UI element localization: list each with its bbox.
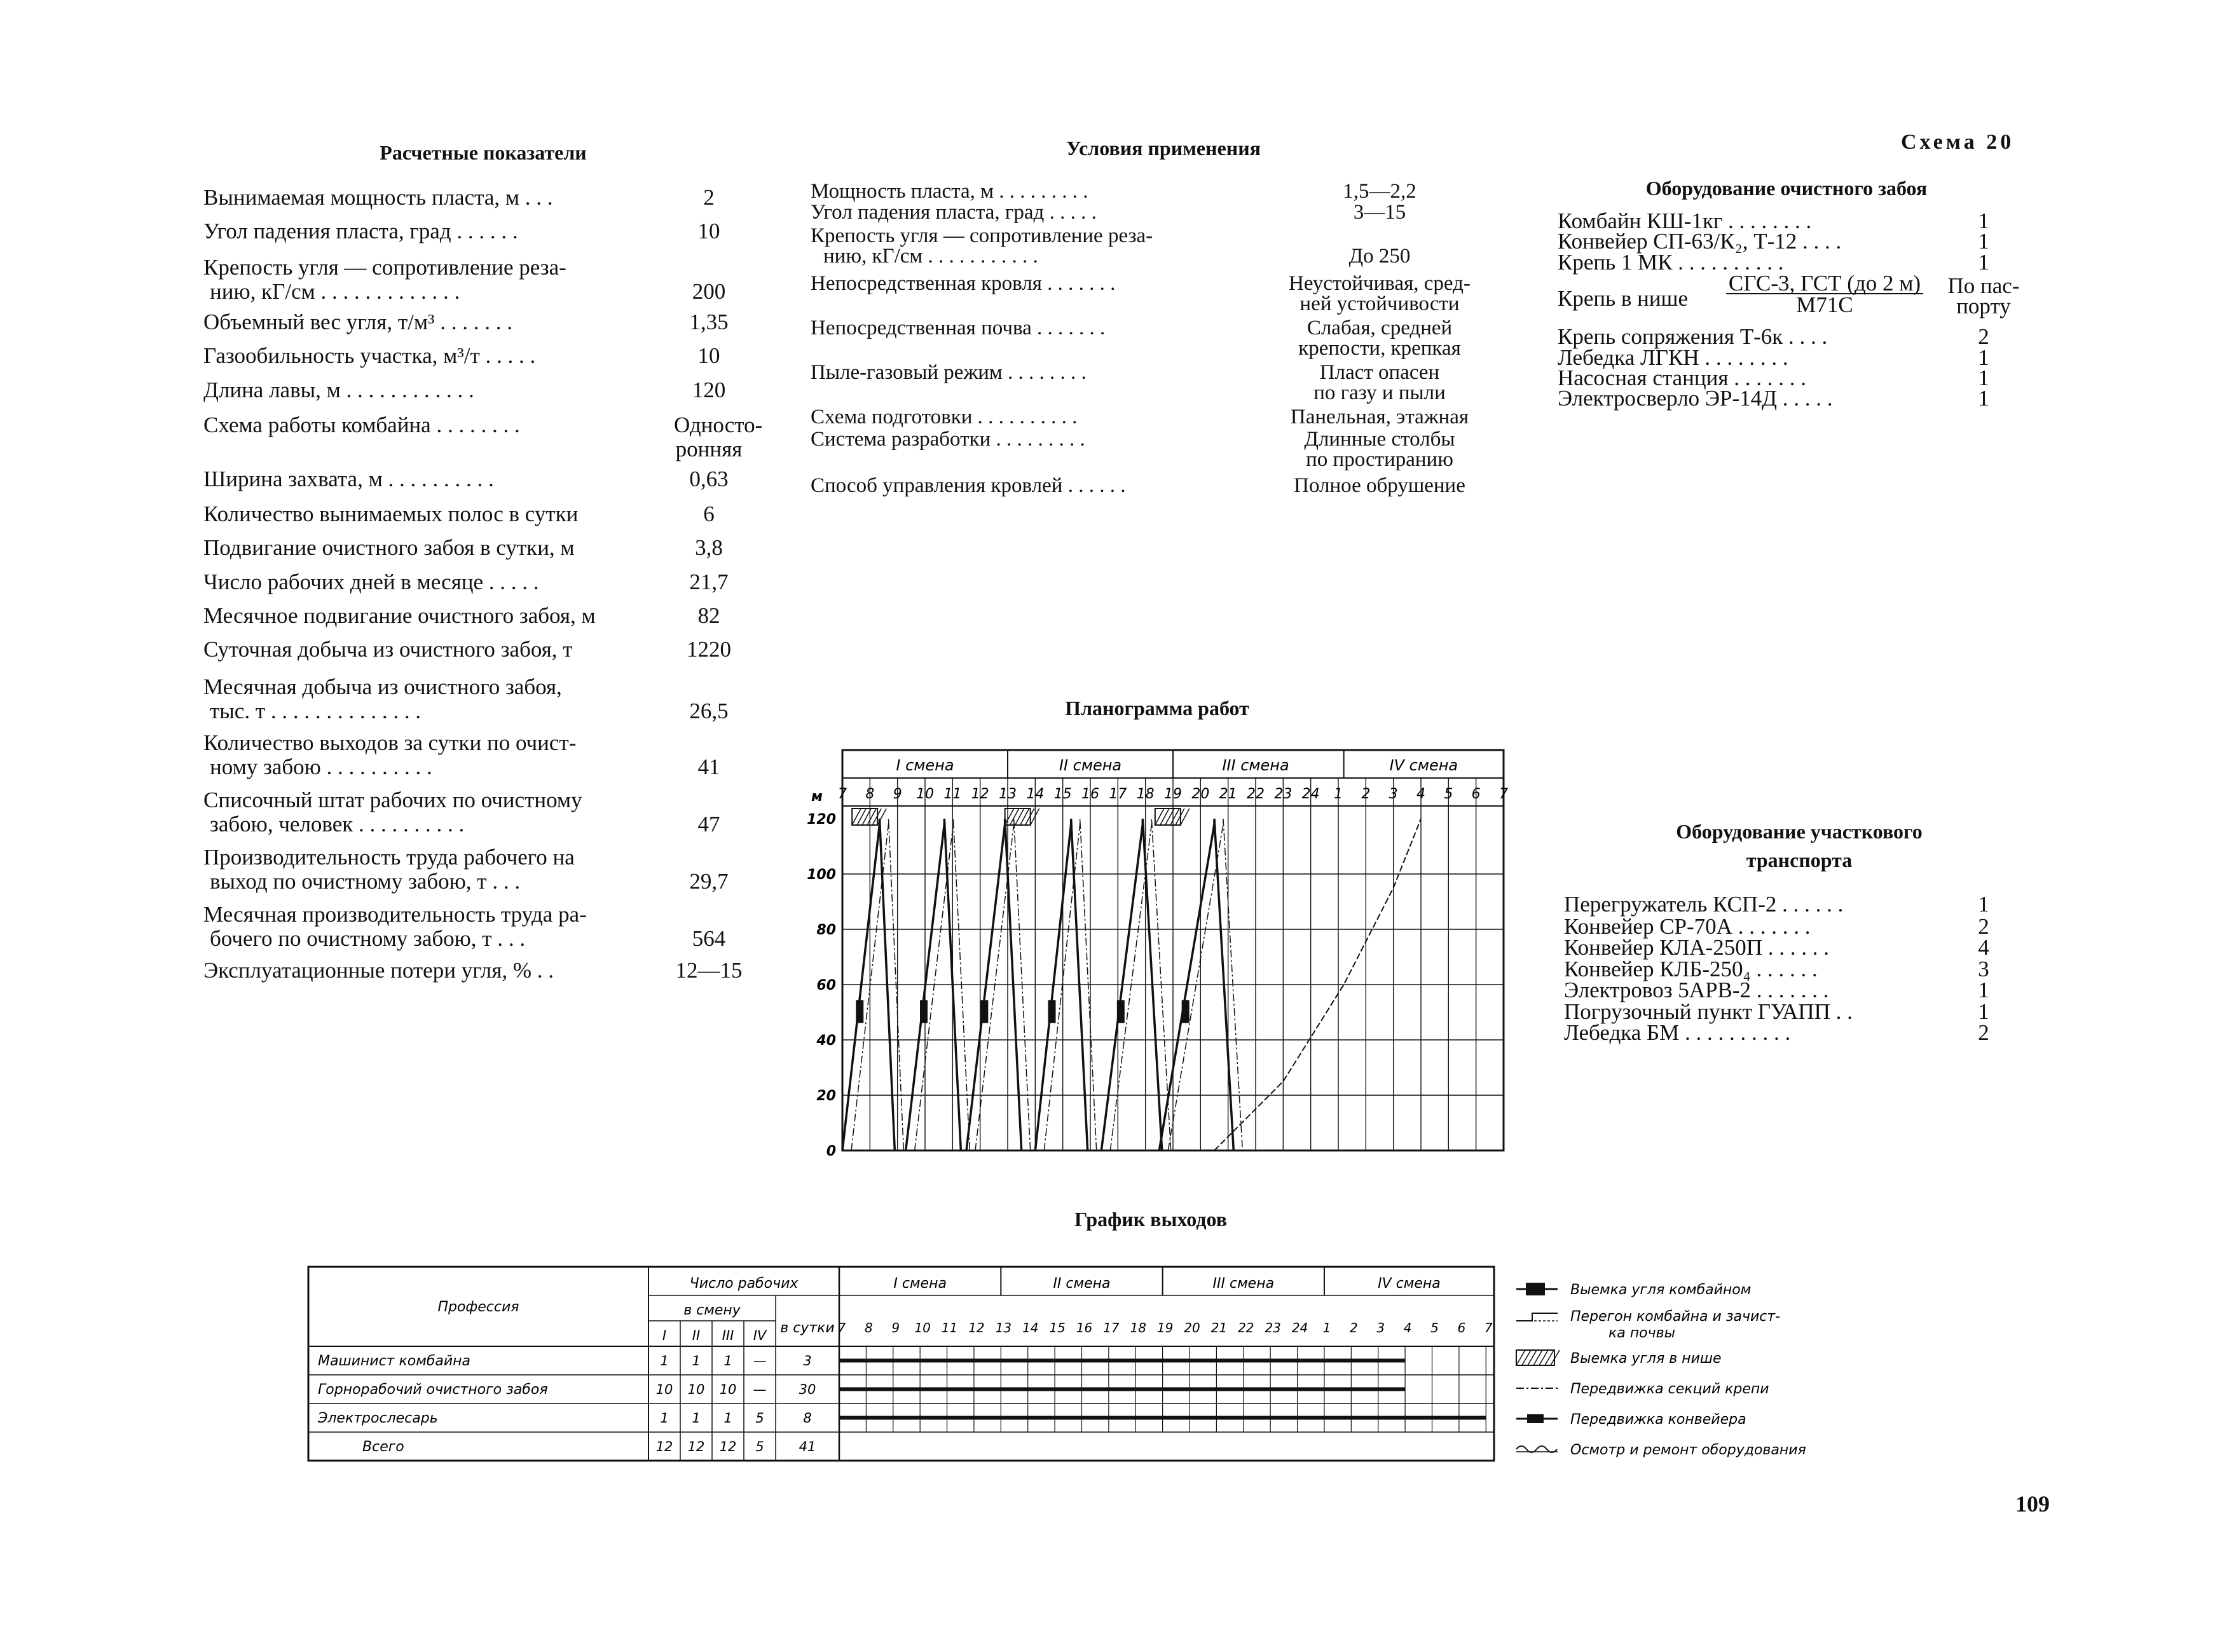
row-count: 12	[687, 1439, 705, 1454]
calc-row	[203, 413, 763, 464]
calc-label-2: тыс. т . . . . . . . . . . . . . .	[210, 699, 422, 723]
y-tick: 100	[807, 867, 836, 883]
att-hour-tick: 17	[1103, 1320, 1120, 1335]
per-day-header: в сутки	[780, 1320, 835, 1336]
hour-tick: 15	[1053, 786, 1072, 802]
condition-label: Пыле-газовый режим . . . . . . . .	[811, 361, 1087, 384]
calc-label: Количество выходов за сутки по очист-	[203, 730, 577, 755]
legend-text: Осмотр и ремонт оборудования	[1570, 1442, 1806, 1458]
hour-tick: 8	[865, 786, 875, 802]
att-shift-label: IV смена	[1378, 1276, 1441, 1292]
calc-value: 200	[692, 279, 726, 304]
condition-value-2: ней устойчивости	[1300, 292, 1460, 315]
row-profession: Электрослесарь	[318, 1410, 438, 1426]
transport-value: 2	[1978, 914, 1989, 939]
calc-value-2: ронняя	[675, 437, 743, 461]
transport-label: Лебедка БМ . . . . . . . . . .	[1564, 1020, 1791, 1045]
row-count: 1	[692, 1410, 701, 1426]
calc-label: Месячное подвигание очистного забоя, м	[203, 603, 596, 628]
att-shift-label: II смена	[1053, 1276, 1111, 1292]
calc-label: Вынимаемая мощность пласта, м . . .	[203, 185, 553, 210]
att-hour-tick: 9	[891, 1320, 900, 1335]
calc-label: Угол падения пласта, град . . . . . .	[203, 219, 518, 243]
row-count: 10	[687, 1382, 705, 1397]
hour-tick: 3	[1389, 786, 1398, 802]
condition-label: Угол падения пласта, град . . . . .	[811, 201, 1097, 224]
transport-value: 1	[1978, 892, 1989, 917]
equipment-title: Оборудование очистного забоя	[1645, 177, 1928, 200]
y-tick: 20	[816, 1088, 836, 1104]
att-hour-tick: 24	[1291, 1320, 1308, 1335]
equipment-label: Конвейер СП-63/К₂, Т-12 . . . .	[1558, 229, 1842, 254]
condition-row	[811, 273, 1497, 318]
hour-tick: 7	[1499, 786, 1508, 802]
shift-label: IV смена	[1389, 756, 1458, 774]
condition-value-2: крепости, крепкая	[1298, 337, 1461, 360]
calc-label: Месячная производительность труда ра-	[203, 902, 587, 927]
transport-label: Перегружатель КСП-2 . . . . . .	[1564, 892, 1844, 917]
shift-roman: III	[722, 1328, 734, 1343]
calc-value: 1220	[687, 637, 731, 662]
condition-value: Длинные столбы	[1304, 428, 1455, 451]
row-count: 1	[692, 1353, 701, 1369]
page-number: 109	[2015, 1491, 2050, 1517]
calc-label: Схема работы комбайна . . . . . . . .	[203, 413, 520, 437]
equipment-label: Комбайн КШ-1кг . . . . . . . .	[1558, 208, 1812, 233]
calc-value: 1,35	[689, 310, 729, 334]
row-count: 1	[660, 1410, 669, 1426]
row-count: 10	[719, 1382, 737, 1397]
calc-title: Расчетные показатели	[380, 141, 587, 164]
calc-value: 6	[703, 502, 715, 526]
hour-tick: 5	[1444, 786, 1453, 802]
att-hour-tick: 22	[1238, 1320, 1254, 1335]
att-hour-tick: 12	[968, 1320, 985, 1335]
att-hour-tick: 10	[914, 1320, 931, 1335]
calc-label: Списочный штат рабочих по очистному	[203, 788, 582, 812]
equipment-fraction-den: М71С	[1796, 292, 1853, 317]
y-axis-label: м	[811, 789, 823, 805]
hour-tick: 6	[1471, 786, 1481, 802]
equipment-value: 2	[1978, 324, 1989, 349]
calc-label: Подвигание очистного забоя в сутки, м	[203, 535, 575, 560]
calc-row	[203, 903, 750, 953]
shift-roman: I	[662, 1328, 667, 1343]
att-hour-tick: 23	[1265, 1320, 1281, 1335]
legend-text: Передвижка секций крепи	[1570, 1381, 1769, 1397]
niche-hatch	[1020, 809, 1029, 825]
conveyor-marker	[980, 1000, 988, 1023]
calc-value: 0,63	[689, 467, 729, 491]
equipment-value: 1	[1978, 386, 1989, 411]
hour-tick: 11	[943, 786, 962, 802]
condition-row	[811, 475, 1497, 520]
calc-value: 21,7	[689, 570, 729, 594]
att-shift-label: III смена	[1212, 1276, 1275, 1292]
row-count: —	[753, 1382, 767, 1397]
condition-value-2: До 250	[1348, 245, 1411, 268]
row-profession: Машинист комбайна	[318, 1353, 471, 1369]
y-tick: 40	[816, 1033, 836, 1049]
hour-tick: 19	[1164, 786, 1182, 802]
niche-hatch	[1015, 809, 1024, 825]
calc-value: 10	[697, 343, 720, 368]
calc-value: 47	[697, 812, 720, 836]
transport-label: Электровоз 5АРВ-2 . . . . . . .	[1564, 978, 1829, 1002]
equipment-label: Крепь в нише	[1558, 286, 1689, 311]
att-hour-tick: 4	[1403, 1320, 1412, 1335]
attendance-table	[305, 1264, 1500, 1467]
conveyor-marker	[1182, 1000, 1190, 1023]
transport-value: 3	[1978, 957, 1989, 981]
shift-roman: IV	[753, 1328, 767, 1343]
calc-label: Газообильность участка, м³/т . . . . .	[203, 343, 536, 368]
equipment-value: По пас-	[1947, 273, 2020, 298]
row-count: 12	[655, 1439, 673, 1454]
att-hour-tick: 14	[1022, 1320, 1039, 1335]
att-hour-tick: 21	[1210, 1320, 1228, 1335]
equipment-value: 1	[1978, 250, 1989, 275]
repair-icon	[1516, 1446, 1558, 1452]
equipment-value-2: порту	[1956, 294, 2011, 318]
conveyor-marker	[1048, 1000, 1056, 1023]
hour-tick: 14	[1026, 786, 1045, 802]
niche-hatch	[867, 809, 876, 825]
calc-value: 29,7	[689, 869, 729, 894]
equipment-label: Насосная станция . . . . . . .	[1558, 365, 1806, 390]
att-hour-tick: 19	[1156, 1320, 1174, 1335]
hour-tick: 12	[971, 786, 989, 802]
condition-label: Крепость угля — сопротивление реза-	[811, 224, 1153, 247]
calc-label: Суточная добыча из очистного забоя, т	[203, 637, 573, 662]
calc-row	[203, 788, 750, 839]
scheme-label: Схема 20	[1901, 130, 2015, 154]
row-count: 5	[755, 1410, 764, 1426]
hour-tick: 17	[1109, 786, 1127, 802]
condition-label: Мощность пласта, м . . . . . . . . .	[811, 180, 1088, 203]
legend-text-2: ка почвы	[1608, 1325, 1675, 1341]
condition-row	[811, 226, 1497, 270]
y-tick: 80	[816, 922, 836, 938]
niche-hatch	[852, 809, 861, 825]
legend	[1513, 1264, 1869, 1467]
att-hour-tick: 15	[1049, 1320, 1066, 1335]
row-count: 1	[723, 1353, 732, 1369]
shift-label: I смена	[896, 756, 954, 774]
niche-hatch	[1176, 809, 1184, 825]
calc-label: Месячная добыча из очистного забоя,	[203, 674, 562, 699]
calc-label: Производительность труда рабочего на	[203, 845, 575, 870]
row-profession: Горнорабочий очистного забоя	[318, 1382, 548, 1398]
shift-label: II смена	[1059, 756, 1122, 774]
hour-tick: 20	[1191, 786, 1210, 802]
planogram-chart	[788, 744, 1519, 1163]
condition-value: Полное обрушение	[1294, 474, 1465, 497]
calc-label-2: нию, кГ/см . . . . . . . . . . . . .	[210, 279, 460, 304]
row-count: 5	[755, 1439, 764, 1454]
conveyor-icon	[1516, 1414, 1558, 1423]
calc-label-2: бочего по очистному забою, т . . .	[210, 926, 526, 951]
y-tick: 60	[816, 978, 836, 993]
niche-hatch	[1160, 809, 1169, 825]
row-count: 1	[723, 1410, 732, 1426]
niche-hatch	[1025, 809, 1034, 825]
row-count: —	[753, 1353, 767, 1369]
calc-value: 26,5	[689, 699, 729, 723]
hour-tick: 24	[1301, 786, 1320, 802]
hour-tick: 22	[1247, 786, 1265, 802]
calc-label: Длина лавы, м . . . . . . . . . . . .	[203, 378, 474, 402]
transport-row	[1564, 892, 2047, 917]
att-hour-tick: 20	[1184, 1320, 1200, 1335]
conditions-title: Условия применения	[1066, 137, 1261, 160]
per-shift-header: в смену	[683, 1302, 741, 1318]
transport-title-2: транспорта	[1746, 849, 1853, 871]
att-hour-tick: 13	[995, 1320, 1012, 1335]
att-hour-tick: 6	[1457, 1320, 1466, 1335]
profession-header: Профессия	[437, 1299, 519, 1315]
row-profession: Всего	[362, 1439, 404, 1455]
combine-icon	[1516, 1283, 1558, 1295]
calc-label: Эксплуатационные потери угля, % . .	[203, 958, 554, 983]
workers-header: Число рабочих	[689, 1276, 799, 1292]
condition-label-2: нию, кГ/см . . . . . . . . . . .	[823, 245, 1038, 268]
equipment-row	[1558, 271, 2041, 327]
calc-label: Объемный вес угля, т/м³ . . . . . . .	[203, 310, 513, 334]
calc-value: 2	[703, 185, 715, 210]
row-count: 10	[655, 1382, 673, 1397]
legend-text: Перегон комбайна и зачист-	[1570, 1309, 1781, 1325]
shift-roman: II	[692, 1328, 701, 1343]
equipment-value: 1	[1978, 229, 1989, 254]
hour-tick: 13	[999, 786, 1017, 802]
niche-hatch	[1181, 809, 1190, 825]
row-count: 8	[803, 1410, 812, 1426]
row-count: 12	[719, 1439, 737, 1454]
condition-value: Пласт опасен	[1319, 361, 1440, 384]
calc-value: 3,8	[695, 535, 723, 560]
att-hour-tick: 7	[837, 1320, 846, 1335]
row-count: 30	[799, 1382, 816, 1397]
att-hour-tick: 16	[1076, 1320, 1093, 1335]
calc-label: Ширина захвата, м . . . . . . . . . .	[203, 467, 494, 491]
equipment-value: 1	[1978, 345, 1989, 370]
condition-label: Непосредственная кровля . . . . . . .	[811, 272, 1116, 295]
hour-tick: 4	[1416, 786, 1425, 802]
transport-value: 4	[1978, 935, 1989, 960]
condition-label: Способ управления кровлей . . . . . .	[811, 474, 1126, 497]
calc-label: Крепость угля — сопротивление реза-	[203, 255, 566, 280]
att-hour-tick: 18	[1130, 1320, 1146, 1335]
calc-row	[203, 845, 750, 896]
calc-label-2: выход по очистному забою, т . . .	[210, 869, 521, 894]
row-count: 41	[799, 1439, 816, 1454]
calc-value: 10	[697, 219, 720, 243]
calc-label-2: ному забою . . . . . . . . . .	[210, 754, 432, 779]
equipment-label: Электросверло ЭР-14Д . . . . .	[1558, 386, 1833, 411]
condition-row	[811, 362, 1497, 407]
condition-row	[811, 429, 1497, 474]
transport-label: Конвейер КЛБ-250₄ . . . . . .	[1564, 957, 1818, 981]
calc-value: Односто-	[674, 413, 763, 437]
hour-tick: 10	[916, 786, 934, 802]
niche-hatch	[1155, 809, 1164, 825]
condition-value: Неустойчивая, сред-	[1289, 272, 1471, 295]
shift-label: III смена	[1222, 756, 1289, 774]
calc-label-2: забою, человек . . . . . . . . . .	[210, 812, 465, 836]
planogram-title: Планограмма работ	[1065, 697, 1249, 720]
equipment-label: Лебедка ЛГКН . . . . . . . .	[1558, 345, 1788, 370]
calc-row	[203, 256, 750, 306]
calc-row	[203, 675, 750, 726]
condition-value: 3—15	[1353, 201, 1406, 224]
calc-row	[203, 731, 750, 782]
calc-value: 41	[697, 754, 720, 779]
transport-value: 1	[1978, 978, 1989, 1002]
calc-label: Количество вынимаемых полос в сутки	[203, 502, 579, 526]
niche-hatch	[1170, 809, 1179, 825]
transport-value: 1	[1978, 999, 1989, 1024]
att-hour-tick: 5	[1430, 1320, 1439, 1335]
calc-value: 82	[697, 603, 720, 628]
niche-hatch	[1005, 809, 1014, 825]
att-hour-tick: 2	[1349, 1320, 1358, 1335]
condition-value-2: по простиранию	[1306, 448, 1453, 471]
calc-value: 120	[692, 378, 726, 402]
equipment-value: 1	[1978, 365, 1989, 390]
niche-hatch	[857, 809, 866, 825]
hour-tick: 1	[1334, 786, 1343, 802]
condition-value: Панельная, этажная	[1290, 406, 1469, 428]
attendance-title: График выходов	[1074, 1208, 1227, 1231]
condition-label: Схема подготовки . . . . . . . . . .	[811, 406, 1078, 428]
legend-text: Передвижка конвейера	[1570, 1412, 1746, 1428]
transport-label: Конвейер КЛА-250П . . . . . .	[1564, 935, 1829, 960]
calc-label: Число рабочих дней в месяце . . . . .	[203, 570, 539, 594]
transport-label: Конвейер СР-70А . . . . . . .	[1564, 914, 1811, 939]
condition-value-2: по газу и пыли	[1313, 381, 1446, 404]
conveyor-marker	[856, 1000, 863, 1023]
hour-tick: 21	[1219, 786, 1237, 802]
equipment-label: Крепь сопряжения Т-6к . . . .	[1558, 324, 1828, 349]
equipment-label: Крепь 1 МК . . . . . . . . . .	[1558, 250, 1784, 275]
calc-value: 564	[692, 926, 726, 951]
att-hour-tick: 1	[1322, 1320, 1331, 1335]
hour-tick: 2	[1361, 786, 1371, 802]
calc-row	[203, 959, 750, 1009]
legend-text: Выемка угля в нише	[1570, 1351, 1722, 1367]
row-count: 1	[660, 1353, 669, 1369]
transport-label: Погрузочный пункт ГУАПП . .	[1564, 999, 1853, 1024]
hour-tick: 16	[1081, 786, 1099, 802]
transfer-icon	[1516, 1313, 1558, 1321]
conveyor-marker	[1117, 1000, 1125, 1023]
transport-value: 2	[1978, 1020, 1989, 1045]
transport-title: Оборудование участкового	[1676, 820, 1923, 843]
hour-tick: 23	[1274, 786, 1293, 802]
condition-label: Непосредственная почва . . . . . . .	[811, 317, 1106, 339]
condition-value: 1,5—2,2	[1343, 180, 1416, 203]
condition-value: Слабая, средней	[1306, 317, 1453, 339]
y-tick: 120	[807, 812, 836, 828]
hour-tick: 7	[838, 786, 847, 802]
att-hour-tick: 11	[941, 1320, 958, 1335]
att-shift-label: I смена	[893, 1276, 947, 1292]
hour-tick: 18	[1136, 786, 1155, 802]
calc-value: 12—15	[675, 958, 743, 983]
transport-row	[1564, 1020, 2047, 1045]
row-count: 3	[803, 1353, 812, 1369]
hour-tick: 9	[893, 786, 902, 802]
att-hour-tick: 3	[1376, 1320, 1385, 1335]
hatched-icon	[1516, 1350, 1560, 1365]
att-hour-tick: 7	[1484, 1320, 1493, 1335]
condition-row	[811, 318, 1497, 362]
equipment-row	[1558, 386, 2041, 427]
legend-text: Выемка угля комбайном	[1570, 1282, 1752, 1298]
equipment-fraction-num: СГС-3, ГСТ (до 2 м)	[1726, 274, 1923, 294]
conveyor-marker	[920, 1000, 928, 1023]
att-hour-tick: 8	[865, 1320, 873, 1335]
equipment-value: 1	[1978, 208, 1989, 233]
y-tick: 0	[826, 1143, 836, 1159]
condition-label: Система разработки . . . . . . . . .	[811, 428, 1085, 451]
